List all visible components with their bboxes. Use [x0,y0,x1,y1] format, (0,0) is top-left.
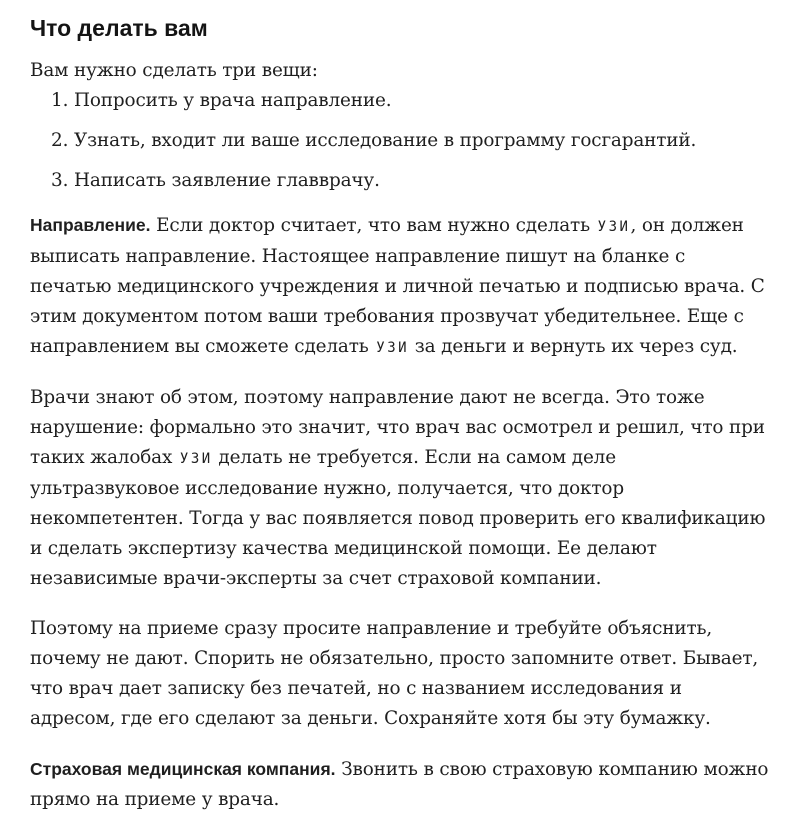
abbr-uzi: УЗИ [376,340,410,356]
paragraph-insurance [30,754,769,815]
intro-text: Вам нужно сделать три вещи: [30,60,318,81]
paragraph-doctors-know [30,383,769,594]
section-title: Что делать вам [30,15,208,41]
list-item-request-referral: 1. Попросить у врача направление. [74,86,769,116]
list-item-check-guarantees: 2. Узнать, входит ли ваше исследование в программу госгарантий. [74,126,769,156]
paragraph-referral-text-2: , он должен выписать направление. Настоящее направление пишут на бланке с печатью медицинского учреждения и личной печатью и подписью врача. С этим документом потом ваши требования прозвучат убедительнее. Еще с направлением вы сможете сделать [30,215,765,357]
paragraph-referral [30,210,769,363]
paragraph-insurance-text: Звонить в свою страховую компанию можно прямо на приеме у врача. [30,759,769,810]
abbr-uzi: УЗИ [597,219,631,235]
paragraph-referral-text-1: Если доктор считает, что вам нужно сделать [150,215,596,236]
paragraph-referral-text-3: за деньги и вернуть их через суд. [409,336,738,357]
abbr-uzi: УЗИ [179,451,213,467]
paragraph-insurance-lead: Страховая медицинская компания. [30,759,336,779]
paragraph-doctors-text-1: Врачи знают об этом, поэтому направление дают не всегда. Это тоже нарушение: формально это значит, что врач вас осмотрел и решил, что при таких жалобах [30,387,765,468]
paragraph-doctors-text-2: делать не требуется. Если на самом деле ультразвуковое исследование нужно, получается, что доктор некомпетентен. Тогда у вас появляется повод проверить его квалификацию и сделать экспертизу качества медицинской помощи. Ее делают независимые врачи-эксперты за счет страховой компании. [30,447,766,589]
paragraph-ask-at-appointment: Поэтому на приеме сразу просите направление и требуйте объяснить, почему не дают. Спорить не обязательно, просто запомните ответ. Бывает, что врач дает записку без печатей, но с названием исследования и адресом, где его сделают за деньги. Сохраняйте хотя бы эту бумажку. [30,618,759,729]
steps-list [30,86,769,196]
list-item-write-statement: 3. Написать заявление главврачу. [74,166,769,196]
paragraph-referral-lead: Направление. [30,215,151,235]
